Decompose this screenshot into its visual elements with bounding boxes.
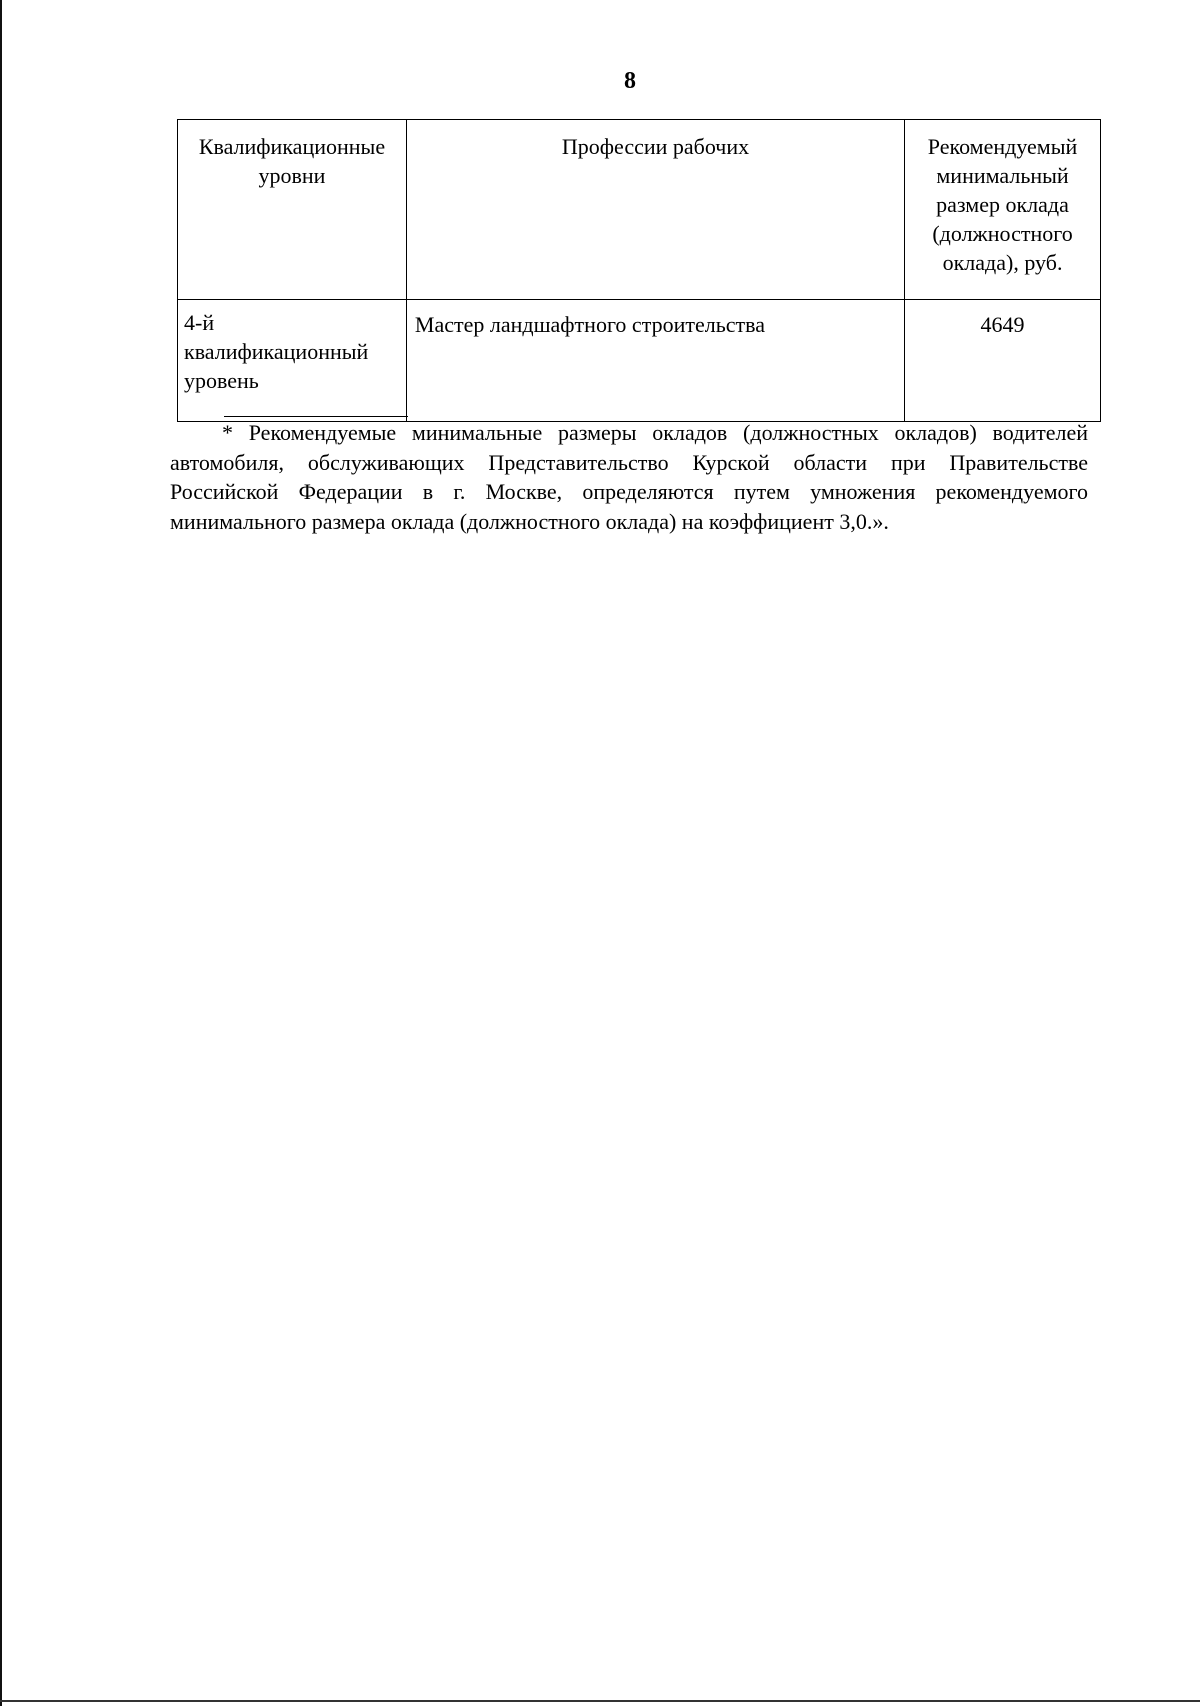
header-qualification-levels: Квалификационные уровни xyxy=(178,120,407,300)
table-header-row xyxy=(178,120,1101,300)
scan-bottom-edge xyxy=(0,1700,1200,1702)
page-number: 8 xyxy=(624,68,636,94)
header-recommended-salary: Рекомендуемый минимальный размер оклада (должностного оклада), руб. xyxy=(905,120,1101,300)
scan-left-edge xyxy=(0,0,2,1706)
footnote-separator xyxy=(224,416,408,417)
cell-salary: 4649 xyxy=(905,300,1101,422)
cell-qualification-level: 4-й квалификационный уровень xyxy=(178,300,407,422)
footnote-text: * Рекомендуемые минимальные размеры окладов (должностных окладов) водителей автомобиля, обслуживающих Представительство Курской области при Правительстве Российской Федерации в г. Москве, определяются путем умножения рекомендуемого минимального размера оклада (должностного оклада) на коэффициент 3,0.». xyxy=(170,420,1088,534)
salary-table xyxy=(177,119,1101,422)
table-row xyxy=(178,300,1101,422)
cell-profession: Мастер ландшафтного строительства xyxy=(406,300,904,422)
header-worker-professions: Профессии рабочих xyxy=(406,120,904,300)
